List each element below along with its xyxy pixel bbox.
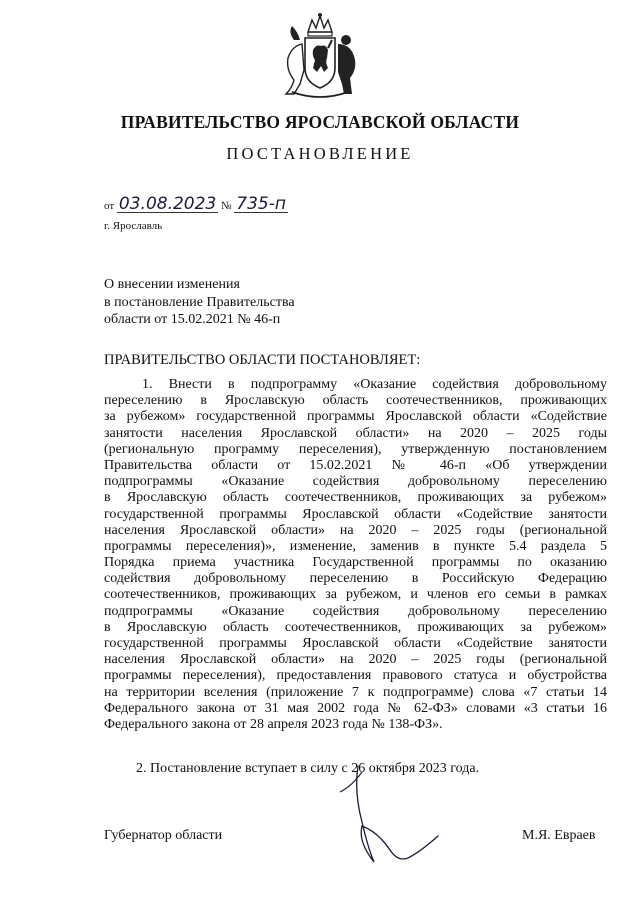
subject-line: О внесении изменения <box>104 277 240 292</box>
paragraph-line: соотечественников, проживающих за рубежом, и членов его семьи в рамках <box>104 587 607 603</box>
subject-block <box>104 276 295 329</box>
paragraph-line: в Ярославскую область соотечественников, проживающих за рубежом» <box>104 490 607 506</box>
paragraph-line: занятости населения Ярославской области» на 2020 – 2025 годы <box>104 425 607 441</box>
handwritten-signature-icon <box>328 762 448 872</box>
date-number-line <box>104 196 288 213</box>
paragraph-line: подпрограммы «Оказание содействия добровольному переселению <box>104 603 607 619</box>
government-title: ПРАВИТЕЛЬСТВО ЯРОСЛАВСКОЙ ОБЛАСТИ <box>120 112 520 132</box>
document-type: ПОСТАНОВЛЕНИЕ <box>226 144 414 163</box>
signatory-title: Губернатор области <box>104 828 223 843</box>
paragraph-line: государственной программы Ярославской области «Содействие занятости <box>104 506 607 522</box>
document-date: 03.08.2023 <box>118 194 217 214</box>
document-number: 735-п <box>236 194 286 214</box>
paragraph-line: (региональную программу переселения), утвержденную постановлением <box>104 441 607 457</box>
from-label: от <box>104 200 115 212</box>
paragraph-line: за рубежом» государственной программы Ярославской области «Содействие <box>104 409 607 425</box>
coat-of-arms-icon <box>272 10 368 102</box>
paragraph-line: содействия добровольному переселению в Российскую Федерацию <box>104 571 607 587</box>
paragraph-line: на территории вселения (приложение 7 к подпрограмме) слова «7 статьи 14 <box>104 684 607 700</box>
paragraph-2: 2. Постановление вступает в силу с 26 октября 2023 года. <box>136 761 480 776</box>
paragraph-1 <box>104 377 607 733</box>
paragraph-line: программы переселения)», изменение, заменив в пункте 5.4 раздела 5 <box>104 538 607 554</box>
paragraph-line: в Ярославскую область соотечественников, проживающих за рубежом» <box>104 619 607 635</box>
paragraph-line: переселению в Ярославскую область соотечественников, проживающих <box>104 393 607 409</box>
place: г. Ярославль <box>104 220 163 232</box>
number-label: № <box>221 200 232 212</box>
paragraph-line: Правительства области от 15.02.2021 № 46-п «Об утверждении <box>104 457 607 473</box>
paragraph-line: Федерального закона от 28 апреля 2023 года № 138-ФЗ». <box>104 716 443 732</box>
paragraph-line: подпрограммы «Оказание содействия добровольному переселению <box>104 474 607 490</box>
subject-line: области от 15.02.2021 № 46-п <box>104 312 281 327</box>
paragraph-line: населения Ярославской области» на 2020 – 2025 годы (региональной <box>104 522 607 538</box>
paragraph-line: государственной программы Ярославской области «Содействие занятости <box>104 636 607 651</box>
paragraph-line: 1. Внести в подпрограмму «Оказание содействия добровольному <box>142 377 607 392</box>
paragraph-line: программы переселения), предоставления правового статуса и обустройства <box>104 668 607 684</box>
subject-line: в постановление Правительства <box>104 294 295 310</box>
paragraph-line: Порядка приема участника Государственной программы по оказанию <box>104 555 607 571</box>
signatory-name: М.Я. Евраев <box>522 828 596 843</box>
decree-heading: ПРАВИТЕЛЬСТВО ОБЛАСТИ ПОСТАНОВЛЯЕТ: <box>104 352 421 368</box>
paragraph-line: населения Ярославской области» на 2020 – 2025 годы (региональной <box>104 652 607 668</box>
paragraph-line: Федерального закона от 31 мая 2002 года № 62-ФЗ» словами «3 статьи 16 <box>104 700 607 716</box>
